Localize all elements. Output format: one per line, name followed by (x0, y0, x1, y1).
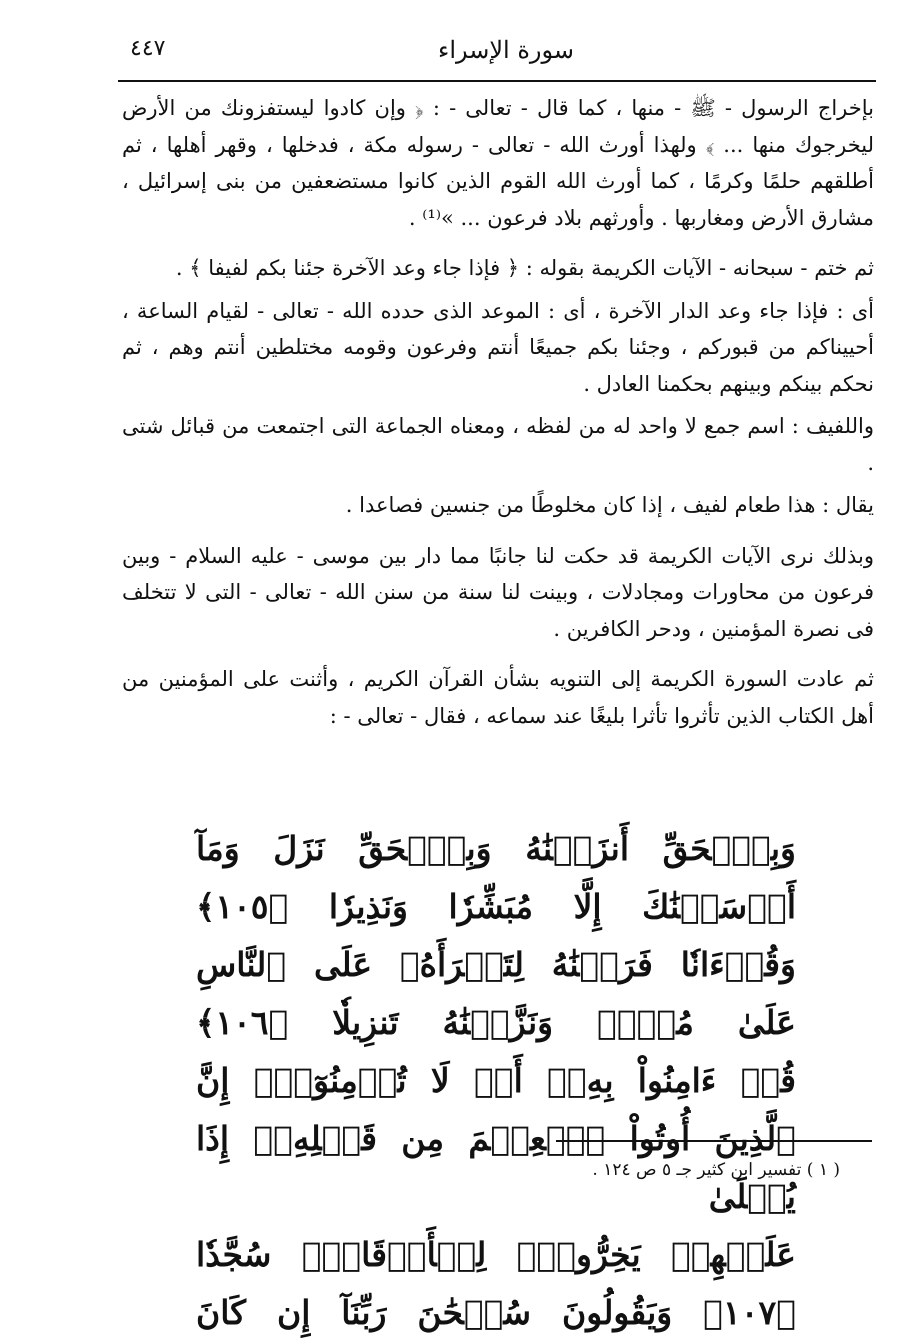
running-header (118, 30, 874, 74)
paragraph-6: وبذلك نرى الآيات الكريمة قد حكت لنا جانبًا مما دار بين موسى - عليه السلام - وبين فرعون من محاورات ومجادلات ، وبينت لنا سنة من سنن الله - تعالى - التى لا تتخلف فى نصرة المؤمنين ، ودحر الكافرين . (122, 543, 874, 641)
commentary-text (122, 90, 874, 734)
surah-title: سورة الإسراء (438, 36, 574, 64)
paragraph-5: يقال : هذا طعام لفيف ، إذا كان مخلوطًا من جنسين فصاعدا . (345, 493, 874, 517)
paragraph-4: واللفيف : اسم جمع لا واحد له من لفظه ، ومعناه الجماعة التى اجتمعت من قبائل شتى . (122, 414, 874, 475)
footnote: ( ١ ) تفسير ابن كثير جـ ٥ ص ١٢٤ . (592, 1160, 840, 1180)
header-rule (118, 80, 876, 82)
verse-line-1: وَبِٱلۡحَقِّ أَنزَلۡنَٰهُ وَبِٱلۡحَقِّ نَزَلَ وَمَآ أَرۡسَلۡنَٰكَ إِلَّا مُبَشِّرٗا وَنَذِيرٗا ﴿١٠٥﴾ (196, 829, 796, 926)
verse-line-3: قُلۡ ءَامِنُواْ بِهِۦٓ أَوۡ لَا تُؤۡمِنُوٓاْۚ إِنَّ ٱلَّذِينَ أُوتُواْ ٱلۡعِلۡمَ مِن قَبۡلِهِۦٓ إِذَا يُتۡلَىٰ (196, 1061, 796, 1216)
verse-line-4: عَلَيۡهِمۡ يَخِرُّونَۤ لِلۡأَذۡقَانِۤ سُجَّدٗا ﴿١٠٧﴾ وَيَقُولُونَ سُبۡحَٰنَ رَبِّنَآ إِن كَانَ (196, 1235, 796, 1332)
quran-verses (196, 820, 796, 1342)
paragraph-1: بإخراج الرسول - ﷺ - منها ، كما قال - تعالى - : ﴿ وإن كادوا ليستفزونك من الأرض ليخرجوك منها ... ﴾ ولهذا أورث الله - تعالى - رسوله مكة ، فدخلها ، وقهر أهلها ، ثم أطلقهم حلمًا وكرمًا ، كما أورث الله القوم الذين كانوا مستضعفين من بنى إسرائيل ، مشارق الأرض ومغاربها . وأورثهم بلاد فرعون ... »⁽¹⁾ . (122, 96, 874, 230)
paragraph-3: أى : فإذا جاء وعد الدار الآخرة ، أى : الموعد الذى حدده الله - تعالى - لقيام الساعة ، أحييناكم من قبوركم ، وجئنا بكم جميعًا أنتم وفرعون وقومه مختلطين أنتم وهم ، ثم نحكم بينكم وبينهم بحكمنا العادل . (122, 298, 875, 396)
footnote-rule (556, 1140, 872, 1142)
page-number: ٤٤٧ (130, 36, 166, 61)
paragraph-7: ثم عادت السورة الكريمة إلى التنويه بشأن القرآن الكريم ، وأثنت على المؤمنين من أهل الكتاب الذين تأثروا تأثرا بليغًا عند سماعه ، فقال - تعالى - : (122, 667, 874, 728)
paragraph-2: ثم ختم - سبحانه - الآيات الكريمة بقوله : ﴿ فإذا جاء وعد الآخرة جئنا بكم لفيفا ﴾ . (175, 256, 874, 280)
verse-line-2: وَقُرۡءَانٗا فَرَقۡنَٰهُ لِتَقۡرَأَهُۥ عَلَى ٱلنَّاسِ عَلَىٰ مُكۡثٖ وَنَزَّلۡنَٰهُ تَنزِيلٗا ﴿١٠٦﴾ (196, 945, 796, 1042)
